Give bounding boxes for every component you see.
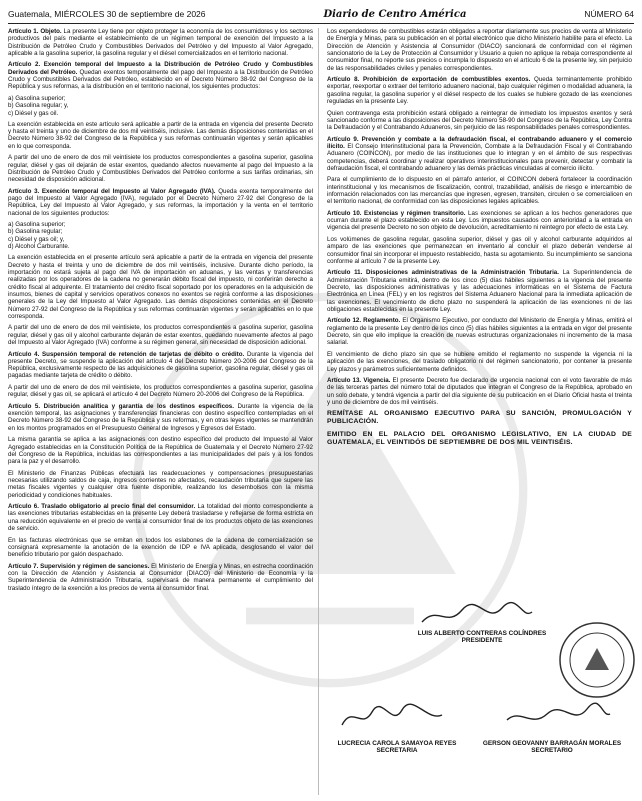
congress-seal-icon (557, 620, 637, 700)
president-name: LUIS ALBERTO CONTRERAS COLÍNDRES (417, 630, 547, 637)
signatures-block (327, 560, 632, 790)
header-rule (8, 23, 634, 24)
left-column (8, 28, 313, 796)
article-13: Artículo 13. Vigencia. El presente Decreto fue declarado de urgencia nacional con el voto favorable de más de las terceras partes del número total de diputados que integran el Congreso de la República, aprobado en un solo debate, y tendrá vigencia a partir del día siguiente de su publicación en el Diario Oficial hasta el treinta y uno de diciembre de dos mil veintiséis. (327, 377, 632, 406)
secretary-2-name: GERSON GEOVANNY BARRAGÁN MORALES (482, 740, 622, 747)
list-item: c) Diésel y gas oil; y, (8, 235, 65, 243)
paragraph: Los volúmenes de gasolina regular, gasolina superior, diésel y gas oil y alcohol carburante adquiridos al amparo de las exenciones que permanezcan en inventario al concluir el plazo deberán venderse al consumidor final sin incorporar el impuesto restablecido, hasta su agotamiento. Su incumplimiento se sanciona conforme al artículo 7 de la presente Ley. (327, 235, 632, 265)
secretary-2-signature-icon (502, 700, 612, 735)
list-item: b) Gasolina regular; (8, 228, 63, 236)
paragraph: La exención establecida en este artículo será aplicable a partir de la entrada en vigencia del presente Decreto y hasta el treinta y uno de diciembre de dos mil veintiséis, inclusive. Las demás disposiciones contenidas en el Decreto Número 38-92 del Congreso de la República y sus reformas continuarán vigentes y serán aplicables en lo que corresponda. (8, 120, 313, 150)
paragraph: A partir del uno de enero de dos mil veintisiete los productos correspondientes a gasolina superior, gasolina regular, diésel y gas oil dejarán de estar exentos, quedando afectos nuevamente al pago del Impuesto a la Distribución de Petróleo Crudo y Combustibles Derivados del Petróleo conforme a sus tarifas ordinarias, sin necesidad de disposición adicional. (8, 154, 313, 184)
article-4: Artículo 4. Suspensión temporal de retención de tarjetas de débito o crédito. Durante la vigencia del presente Decreto, se suspende la aplicación del artículo 4 del Decreto Número 20-2006 del Congreso de la República, exclusivamente respecto de las adquisiciones de gasolina superior, gasolina regular, diésel y gas oil pagadas mediante tarjeta de crédito o débito. (8, 350, 313, 380)
list-item: c) Diésel y gas oil. (8, 109, 59, 117)
secretary-2-signature (477, 740, 627, 755)
secretary-1-name: LUCRECIA CAROLA SAMAYOA REYES (337, 740, 457, 747)
paragraph: A partir del uno de enero de dos mil veintisiete, los productos correspondientes a gasolina superior, gasolina regular, diésel y gas oil, se aplicará el artículo 4 del Decreto Número 20-2006 del Congreso de la República. (8, 383, 313, 399)
dateline: Guatemala, MIÉRCOLES 30 de septiembre de 2026 (8, 9, 206, 19)
article-8: Artículo 8. Prohibición de exportación de combustibles exentos. Queda terminantemente prohibido exportar, reexportar o extraer del territorio aduanero nacional, bajo cualquier régimen o modalidad aduanera, la gasolina regular, la gasolina superior y el diésel respecto de los cuales se hubiere gozado de las exenciones reguladas en la presente Ley. (327, 76, 632, 105)
secretary-1-signature-icon (337, 700, 447, 735)
paragraph: Los expendedores de combustibles estarán obligados a reportar diariamente sus precios de venta al Ministerio de Energía y Minas, para su publicación en el portal electrónico que dicho Ministerio habilite para el efecto. La Dirección de Atención y Asistencia al Consumidor (DIACO) sancionará de conformidad con el régimen sancionatorio de la Ley de Protección al Consumidor y Usuario a quien no aplique la rebaja correspondiente al consumidor final, no reporte sus precios o incumpla lo dispuesto en el artículo 6 de la presente ley, sin perjuicio de las responsabilidades civiles y penales correspondientes. (327, 28, 632, 72)
article-7: Artículo 7. Supervisión y régimen de sanciones. El Ministerio de Energía y Minas, en estrecha coordinación con la Dirección de Atención y Asistencia al Consumidor (DIACO) del Ministerio de Economía y la Superintendencia de Administración Tributaria, supervisará de manera permanente el cumplimiento del traslado íntegro de la exención a los precios de venta al consumidor final. (8, 562, 313, 592)
paragraph: A partir del uno de enero de dos mil veintisiete, los productos correspondientes a gasolina superior, gasolina regular, diésel y gas oil y alcohol carburante dejarán de estar exentos, quedando nuevamente afectos al pago del Impuesto al Valor Agregado (IVA) conforme a su régimen general, sin necesidad de disposición adicional. (8, 324, 313, 346)
article-11: Artículo 11. Disposiciones administrativas de la Administración Tributaria. La Superintendencia de Administración Tributaria emitirá, dentro de los cinco (5) días hábiles siguientes a la vigencia del presente Decreto, las disposiciones administrativas y las adecuaciones informáticas en el Sistema de Factura Electrónica en Línea (FEL) y en los registros del Sistema Aduanero Nacional para la inmediata aplicación de las exenciones. El vencimiento de dicho plazo no suspenderá la aplicación de las exenciones ni de las obligaciones establecidas en la presente Ley. (327, 269, 632, 313)
president-signature-icon (417, 600, 537, 630)
secretary-1-role: SECRETARIA (376, 747, 418, 755)
article-2-list (8, 95, 313, 117)
right-column (327, 28, 632, 548)
secretary-2-role: SECRETARIO (531, 747, 573, 755)
paragraph: La exención establecida en el presente artículo será aplicable a partir de la entrada en vigencia del presente Decreto y hasta el treinta y uno de diciembre de dos mil veintiséis, inclusive. Durante dicho período, la importación no estará sujeta al pago del IVA de importación en aduanas, y las ventas y transferencias realizadas por los operadores de la cadena no generarán débito fiscal del impuesto, ni conferirán derecho a crédito fiscal al adquirente. El tratamiento del crédito fiscal soportado por los operadores en la adquisición de insumos, bienes de capital y servicios operativos conexos no exentos se regirá conforme a las disposiciones generales de la Ley del Impuesto al Valor Agregado. Las demás disposiciones contenidas en el Decreto Número 27-92 del Congreso de la República y sus reformas continuarán vigentes y serán aplicables en lo que corresponda. (8, 254, 313, 320)
list-item: a) Gasolina superior; (8, 221, 66, 229)
president-signature (397, 630, 567, 645)
article-5: Artículo 5. Distribución analítica y garantía de los destinos específicos. Durante la vigencia de la exención temporal, las asignaciones y transferencias financieras con destino específico contempladas en el Decreto Número 38-92 del Congreso de la República y sus reformas, y en otras leyes vigentes se mantendrán en los montos programados en el Presupuesto General de Ingresos y Egresos del Estado. (8, 402, 313, 432)
article-12: Artículo 12. Reglamento. El Organismo Ejecutivo, por conducto del Ministerio de Energía y Minas, emitirá el reglamento de la presente Ley dentro de los cinco (5) días hábiles siguientes a la entrada en vigor del presente Decreto, sin que ello implique la creación de nuevas estructuras organizacionales ni incremento de la masa salarial. (327, 317, 632, 347)
article-3: Artículo 3. Exención temporal del Impuesto al Valor Agregado (IVA). Queda exenta temporalmente del pago del Impuesto al Valor Agregado (IVA), regulado por el Decreto Número 27-92 del Congreso de la República, Ley del Impuesto al Valor Agregado, y sus reformas, la importación y la venta en el territorio nacional de los siguientes productos: (8, 187, 313, 217)
paragraph: La misma garantía se aplica a las asignaciones con destino específico del producto del Impuesto al Valor Agregado establecidas en la Constitución Política de la República de Guatemala y el Decreto Número 27-92 del Congreso de la República, incluidas las correspondientes a las municipalidades del país y a los fondos para la paz y el desarrollo. (8, 436, 313, 466)
list-item: a) Gasolina superior; (8, 94, 66, 102)
closing-remitase: REMÍTASE AL ORGANISMO EJECUTIVO PARA SU SANCIÓN, PROMULGACIÓN Y PUBLICACIÓN. (327, 410, 632, 426)
closing-emitido: EMITIDO EN EL PALACIO DEL ORGANISMO LEGISLATIVO, EN LA CIUDAD DE GUATEMALA, EL VEINTIDÓS DE SEPTIEMBRE DE DOS MIL VEINTISÉIS. (327, 430, 632, 446)
article-6: Artículo 6. Traslado obligatorio al precio final del consumidor. La totalidad del monto correspondiente a las exenciones tributarias establecidas en la presente Ley deberá trasladarse y reflejarse de forma estricta en una reducción equivalente en el precio de venta al consumidor final de los productos objeto de las exenciones de servicio. (8, 503, 313, 532)
article-1: Artículo 1. Objeto. La presente Ley tiene por objeto proteger la economía de los consumidores y los sectores productivos del país mediante el establecimiento de un régimen temporal de exención del Impuesto a la Distribución de Petróleo Crudo y Combustibles Derivados del Petróleo y del Impuesto al Valor Agregado, aplicable a la gasolina superior, la gasolina regular y el diésel comercializados en el territorio nacional. (8, 28, 313, 57)
list-item: b) Gasolina regular; y, (8, 102, 69, 110)
list-item: d) Alcohol Carburante. (8, 243, 70, 251)
masthead-logo: Diario de Centro América (323, 8, 467, 20)
page-header (8, 6, 634, 22)
paragraph: Quien contravenga esta prohibición estará obligado a reintegrar de inmediato los impuestos exentos y será sancionado conforme a las disposiciones del Decreto Número 58-90 del Congreso de la República, Ley Contra la Defraudación y el Contrabando Aduaneros, sin perjuicio de las responsabilidades penales correspondientes. (327, 109, 632, 132)
column-divider (318, 28, 319, 795)
issue-number: NÚMERO 64 (584, 9, 634, 19)
article-10: Artículo 10. Existencias y régimen transitorio. Las exenciones se aplican a los hechos generadores que ocurran durante el plazo establecido en esta Ley. Los impuestos causados con anterioridad a la entrada en vigencia del presente Decreto no son objeto de devolución, acreditamiento ni reintegro por efecto de esta Ley. (327, 209, 632, 232)
paragraph: Para el cumplimiento de lo dispuesto en el párrafo anterior, el COINCON deberá fortalecer la coordinación interinstitucional y los mecanismos de fiscalización, control, trazabilidad, análisis de riesgo e intercambio de información relacionados con las mercancías que ingresen, egresen, transiten, circulen o se comercialicen en el territorio nacional, de conformidad con las disposiciones legales aplicables. (327, 176, 632, 206)
paragraph: En las facturas electrónicas que se emitan en todos los eslabones de la cadena de comercialización se consignará expresamente la anotación de la exención de IDP e IVA aplicada, desglosando el valor del beneficio tributario por galón despachado. (8, 536, 313, 559)
paragraph: El vencimiento de dicho plazo sin que se hubiere emitido el reglamento no suspende la vigencia ni la aplicación de las exenciones, del traslado obligatorio ni del régimen sancionatorio, por contener la presente Ley plazos y parámetros suficientemente definidos. (327, 350, 632, 373)
article-2: Artículo 2. Exención temporal del Impuesto a la Distribución de Petróleo Crudo y Combustibles Derivados del Petróleo. Quedan exentos temporalmente del pago del Impuesto a la Distribución de Petróleo Crudo y Combustibles Derivados del Petróleo, establecido en el Decreto Número 38-92 del Congreso de la República y sus reformas, a la distribución en el territorio nacional, los siguientes productos: (8, 61, 313, 91)
article-3-list (8, 221, 313, 250)
article-9: Artículo 9. Prevención y combate a la defraudación fiscal, el contrabando aduanero y el comercio ilícito. El Consejo Interinstitucional para la Prevención, Combate a la Defraudación Fiscal y el Contrabando Aduanero (COINCON), por medio de las instituciones que lo integran y en el ámbito de sus respectivas competencias, deberá coordinar y realizar operativos interinstitucionales para prevenir, detectar y combatir la defraudación fiscal, el contrabando aduanero y las demás prácticas vinculadas al comercio ilícito. (327, 135, 632, 172)
paragraph: El Ministerio de Finanzas Públicas efectuará las readecuaciones y compensaciones presupuestarias necesarias utilizando saldos de caja, ingresos corrientes no afectados, recaudación tributaria que supere las metas fiscales vigentes y cualquier otra fuente disponible, realizando los desembolsos con la misma periodicidad y condiciones habituales. (8, 469, 313, 499)
president-role: PRESIDENTE (461, 637, 503, 645)
secretary-1-signature (322, 740, 472, 755)
